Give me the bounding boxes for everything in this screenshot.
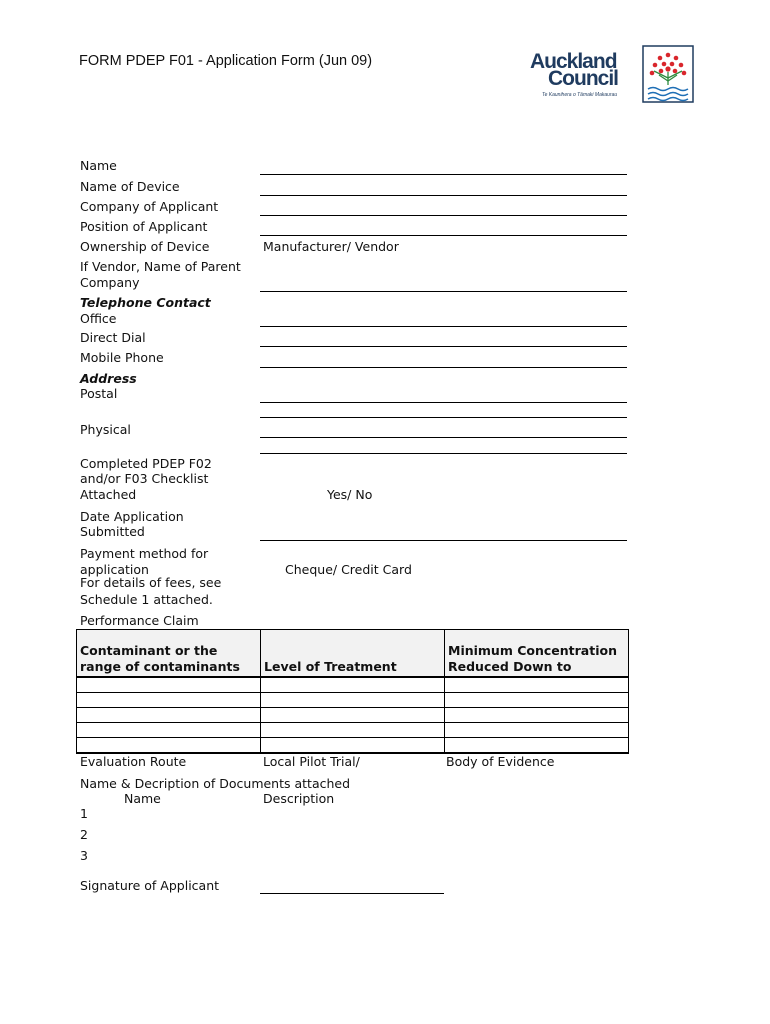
table-row <box>77 708 629 723</box>
label-office: Office <box>80 311 117 326</box>
label-payment-1: Payment method for <box>80 546 209 561</box>
table-cell[interactable] <box>445 693 629 708</box>
name-field-line[interactable] <box>260 174 627 175</box>
position-field-line[interactable] <box>260 235 627 236</box>
label-company-of-applicant: Company of Applicant <box>80 199 219 214</box>
label-name-of-device: Name of Device <box>80 179 180 194</box>
label-checklist-1: Completed PDEP F02 <box>80 456 212 471</box>
table-header-row <box>77 630 629 678</box>
table-cell[interactable] <box>77 738 261 754</box>
physical-field-line-2[interactable] <box>260 453 627 454</box>
office-field-line[interactable] <box>260 326 627 327</box>
date-field-line[interactable] <box>260 540 627 541</box>
label-fees-2: Schedule 1 attached. <box>80 592 213 607</box>
auckland-council-logo <box>528 45 694 105</box>
device-name-field-line[interactable] <box>260 195 627 196</box>
label-fees-1: For details of fees, see <box>80 575 222 590</box>
company-field-line[interactable] <box>260 215 627 216</box>
label-name: Name <box>80 158 117 173</box>
documents-col-description: Description <box>263 791 335 806</box>
header-contaminant <box>77 630 261 678</box>
direct-dial-field-line[interactable] <box>260 346 627 347</box>
table-row <box>77 693 629 708</box>
label-payment-2: application <box>80 562 149 577</box>
label-performance-claim: Performance Claim <box>80 613 199 628</box>
physical-field-line-1[interactable] <box>260 437 627 438</box>
label-direct-dial: Direct Dial <box>80 330 146 345</box>
table-cell[interactable] <box>445 723 629 738</box>
postal-field-line-2[interactable] <box>260 417 627 418</box>
payment-options[interactable]: Cheque/ Credit Card <box>285 562 412 577</box>
header-min-line1: Minimum Concentration <box>448 643 617 658</box>
table-cell[interactable] <box>445 738 629 754</box>
ownership-options[interactable]: Manufacturer/ Vendor <box>263 239 399 254</box>
table-row <box>77 723 629 738</box>
logo-tagline: Te Kaunihera o Tāmaki Makaurau <box>542 92 618 98</box>
table-cell[interactable] <box>445 677 629 693</box>
telephone-contact-heading: Telephone Contact <box>80 295 211 310</box>
table-row <box>77 677 629 693</box>
header-level-of-treatment <box>261 630 445 678</box>
header-contaminant-line2: range of contaminants <box>80 659 240 674</box>
parent-company-field-line[interactable] <box>260 291 627 292</box>
label-ownership-of-device: Ownership of Device <box>80 239 210 254</box>
label-checklist-2: and/or F03 Checklist <box>80 471 209 486</box>
logo-text-line2: Council <box>548 67 618 90</box>
signature-field-line[interactable] <box>260 893 444 894</box>
postal-field-line-1[interactable] <box>260 402 627 403</box>
table-cell[interactable] <box>77 693 261 708</box>
table-cell[interactable] <box>261 677 445 693</box>
label-physical: Physical <box>80 422 131 437</box>
mobile-phone-field-line[interactable] <box>260 367 627 368</box>
label-mobile-phone: Mobile Phone <box>80 350 164 365</box>
header-contaminant-line1: Contaminant or the <box>80 643 218 658</box>
header-min-line2: Reduced Down to <box>448 659 572 674</box>
pohutukawa-icon <box>642 45 694 103</box>
document-row-3: 3 <box>80 848 88 863</box>
label-vendor-parent-2: Company <box>80 275 140 290</box>
header-level-line2: Level of Treatment <box>264 659 397 674</box>
form-title: FORM PDEP F01 - Application Form (Jun 09) <box>79 53 373 69</box>
table-cell[interactable] <box>261 738 445 754</box>
label-date-1: Date Application <box>80 509 184 524</box>
logo-text-line1: Auckland <box>530 50 617 73</box>
label-signature: Signature of Applicant <box>80 878 220 893</box>
table-cell[interactable] <box>445 708 629 723</box>
documents-heading: Name & Decription of Documents attached <box>80 776 351 791</box>
label-vendor-parent-1: If Vendor, Name of Parent <box>80 259 241 274</box>
documents-col-name: Name <box>124 791 161 806</box>
address-heading: Address <box>80 371 137 386</box>
label-checklist-3: Attached <box>80 487 137 502</box>
table-cell[interactable] <box>77 708 261 723</box>
evaluation-option-body-of-evidence[interactable]: Body of Evidence <box>446 754 555 769</box>
table-cell[interactable] <box>261 708 445 723</box>
table-row <box>77 738 629 754</box>
table-cell[interactable] <box>77 723 261 738</box>
evaluation-option-local-pilot[interactable]: Local Pilot Trial/ <box>263 754 360 769</box>
table-cell[interactable] <box>261 723 445 738</box>
label-postal: Postal <box>80 386 118 401</box>
header-minimum-concentration <box>445 630 629 678</box>
performance-claim-table <box>76 629 629 754</box>
checklist-options[interactable]: Yes/ No <box>327 487 373 502</box>
table-cell[interactable] <box>77 677 261 693</box>
document-row-1: 1 <box>80 806 88 821</box>
document-row-2: 2 <box>80 827 88 842</box>
table-cell[interactable] <box>261 693 445 708</box>
label-position-of-applicant: Position of Applicant <box>80 219 208 234</box>
label-date-2: Submitted <box>80 524 145 539</box>
label-evaluation-route: Evaluation Route <box>80 754 187 769</box>
